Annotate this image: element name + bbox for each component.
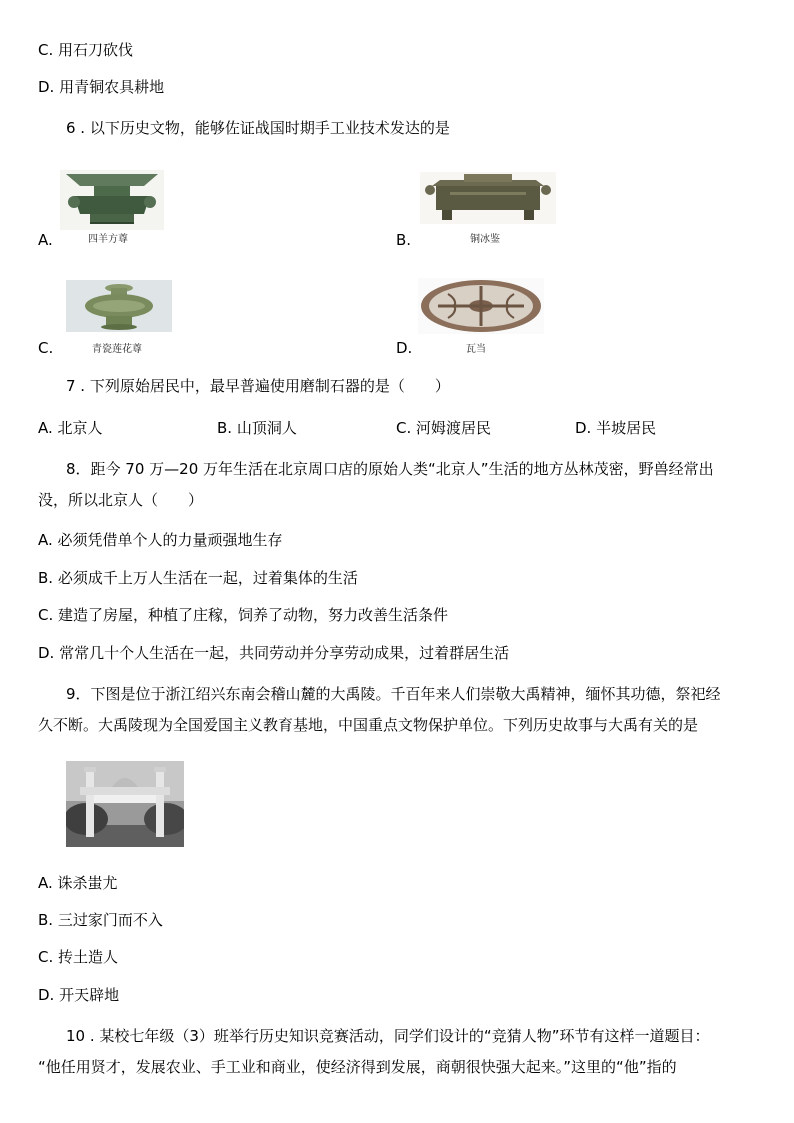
celadon-lotus-zun-image [66,280,172,332]
q8-option-b: B. 必须成千上万人生活在一起，过着集体的生活 [38,569,358,587]
q9-option-d: D. 开天辟地 [38,986,120,1004]
q7-option-c: C. 河姆渡居民 [396,419,492,437]
q7-option-d: D. 半坡居民 [575,419,657,437]
q9-option-b: B. 三过家门而不入 [38,911,163,929]
q10-stem-line-2: “他任用贤才，发展农业、手工业和商业，使经济得到发展，商朝很快强大起来。”这里的“他”指的 [38,1058,677,1076]
q9-option-a: A. 诛杀蚩尤 [38,874,118,892]
q5-option-c: C. 用石刀砍伐 [38,41,134,59]
q6-option-d-caption: 瓦当 [466,344,486,355]
q6-option-a-letter: A. [38,231,53,249]
q7-option-b: B. 山顶洞人 [217,419,297,437]
dayu-mausoleum-archway-image [66,761,184,847]
q8-option-c: C. 建造了房屋，种植了庄稼，饲养了动物，努力改善生活条件 [38,606,449,624]
q6-option-b-letter: B. [396,231,412,249]
q8-stem-line-2: 没，所以北京人（ ） [38,491,204,509]
q6-option-c-caption: 青瓷莲花尊 [92,344,142,355]
q10-stem-line-1: 10 . 某校七年级（3）班举行历史知识竞赛活动，同学们设计的“竞猜人物”环节有这样一道题目： [66,1027,710,1045]
q9-stem-line-1: 9．下图是位于浙江绍兴东南会稽山麓的大禹陵。千百年来人们崇敬大禹精神，缅怀其功德，祭祀经 [66,685,721,703]
q6-option-d-letter: D. [396,339,413,357]
q8-option-d: D. 常常几十个人生活在一起，共同劳动并分享劳动成果，过着群居生活 [38,644,510,662]
bronze-ice-jian-image [420,172,556,224]
q6-option-c-letter: C. [38,339,54,357]
four-ram-square-zun-image [60,170,164,230]
q7-option-a: A. 北京人 [38,419,103,437]
q6-option-a-caption: 四羊方尊 [88,234,128,245]
q9-stem-line-2: 久不断。大禹陵现为全国爱国主义教育基地，中国重点文物保护单位。下列历史故事与大禹有关的是 [38,716,699,734]
q6-stem: 6 . 以下历史文物，能够佐证战国时期手工业技术发达的是 [66,119,450,137]
q9-option-c: C. 抟土造人 [38,948,119,966]
q5-option-d: D. 用青铜农具耕地 [38,78,165,96]
q6-option-b-caption: 铜冰鉴 [470,234,500,245]
q8-option-a: A. 必须凭借单个人的力量顽强地生存 [38,531,283,549]
q7-stem: 7 . 下列原始居民中，最早普遍使用磨制石器的是（ ） [66,377,450,395]
eave-tile-image [418,278,544,334]
q8-stem-line-1: 8．距今 70 万—20 万年生活在北京周口店的原始人类“北京人”生活的地方丛林茂密，野兽经常出 [66,460,714,478]
